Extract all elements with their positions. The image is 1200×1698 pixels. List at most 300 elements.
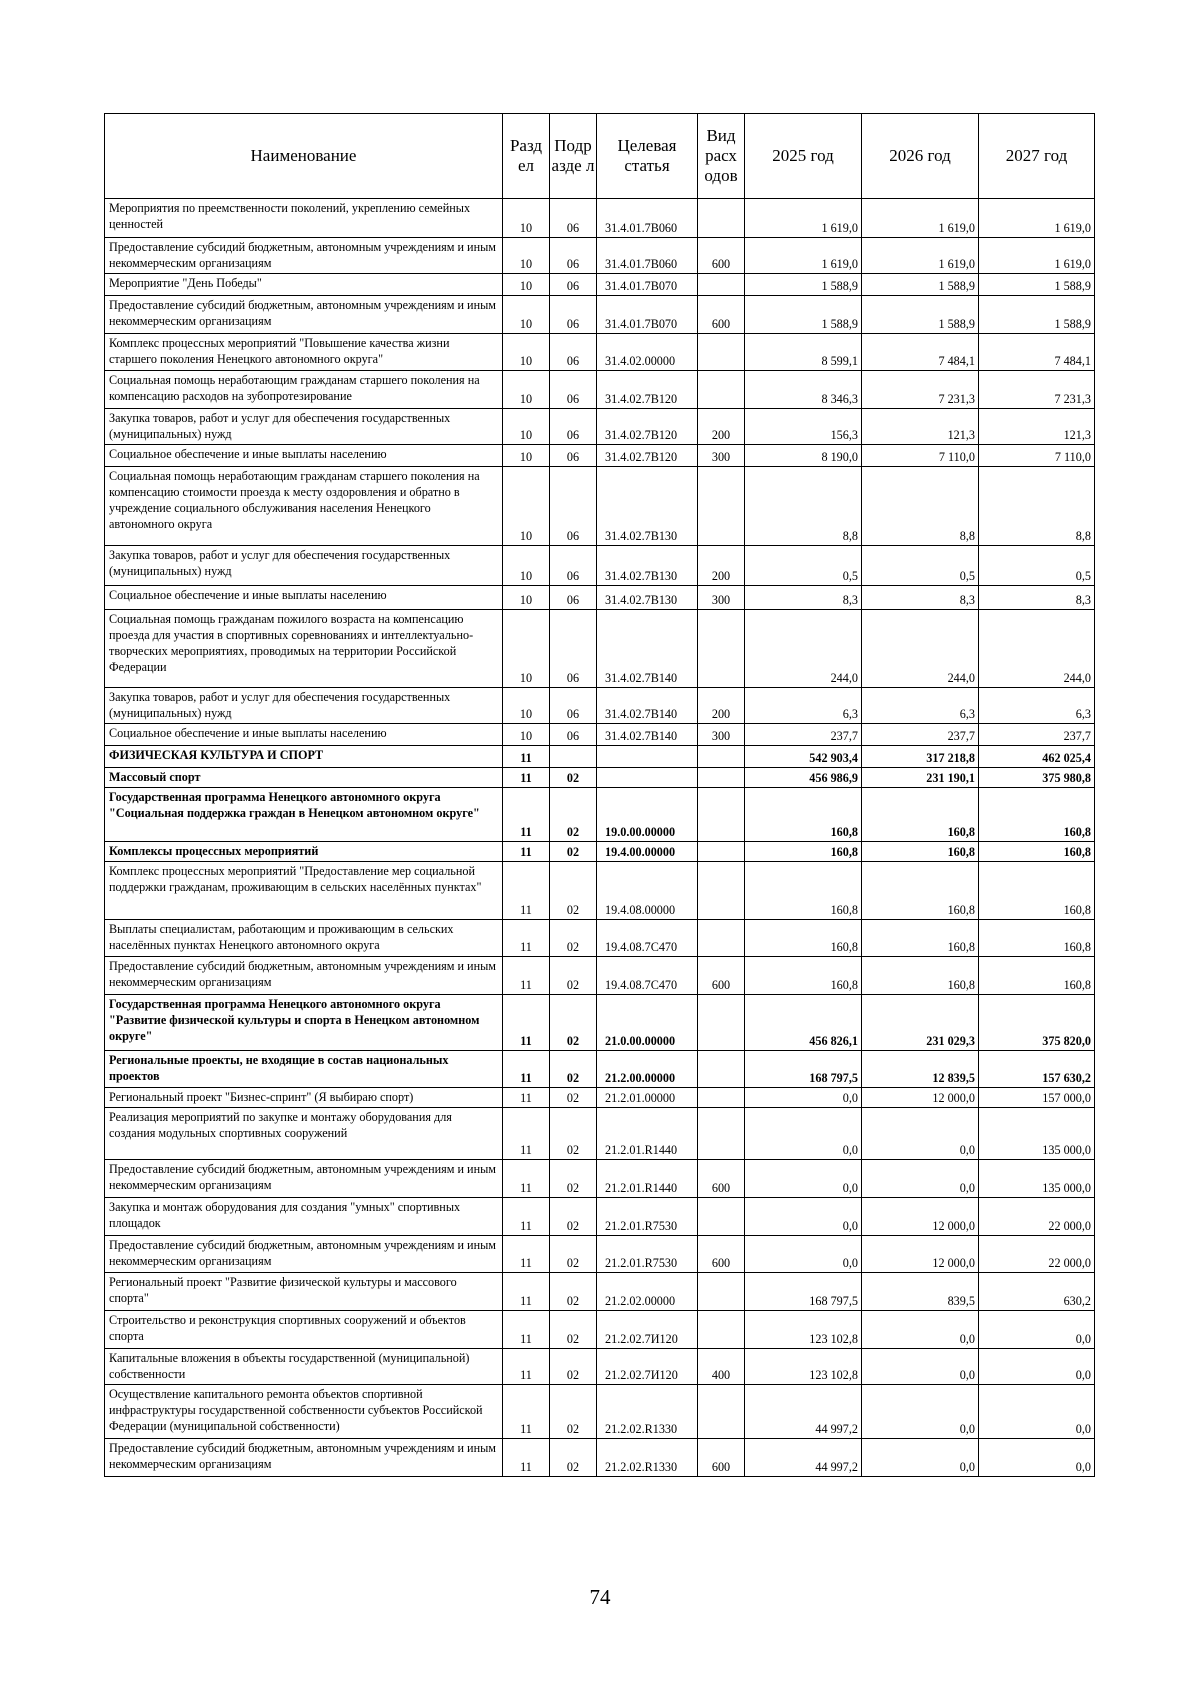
cell-razdel: 10 xyxy=(503,409,550,445)
cell-year-2025: 123 102,8 xyxy=(745,1311,862,1349)
cell-year-2026: 1 588,9 xyxy=(862,274,979,296)
cell-name: Социальная помощь гражданам пожилого возраста на компенсацию проезда для участия в спортивных соревнованиях и интеллектуально-творческих мероприятиях, проводимых на территории Российской Федерации xyxy=(105,610,503,688)
cell-razdel: 11 xyxy=(503,842,550,862)
cell-year-2025: 160,8 xyxy=(745,788,862,842)
table-row xyxy=(105,1273,1095,1311)
cell-podrazdel: 02 xyxy=(550,1385,597,1439)
cell-year-2026: 0,0 xyxy=(862,1108,979,1160)
cell-name: Закупка товаров, работ и услуг для обеспечения государственных (муниципальных) нужд xyxy=(105,546,503,586)
cell-year-2025: 156,3 xyxy=(745,409,862,445)
cell-podrazdel: 02 xyxy=(550,920,597,957)
cell-year-2025: 0,0 xyxy=(745,1236,862,1273)
table-row xyxy=(105,199,1095,238)
cell-razdel: 11 xyxy=(503,1088,550,1108)
table-row xyxy=(105,788,1095,842)
cell-name: Комплекс процессных мероприятий "Повышение качества жизни старшего поколения Ненецкого автономного округа" xyxy=(105,334,503,371)
cell-podrazdel: 06 xyxy=(550,445,597,467)
cell-target-article: 31.4.02.7B130 xyxy=(597,586,698,610)
table-row xyxy=(105,1198,1095,1236)
cell-year-2027: 462 025,4 xyxy=(979,746,1095,768)
cell-name: Социальная помощь неработающим гражданам старшего поколения на компенсацию расходов на зубопротезирование xyxy=(105,371,503,409)
cell-year-2027: 160,8 xyxy=(979,862,1095,920)
table-row xyxy=(105,1160,1095,1198)
cell-expense-type xyxy=(698,371,745,409)
cell-name: Выплаты специалистам, работающим и проживающим в сельских населённых пунктах Ненецкого автономного округа xyxy=(105,920,503,957)
header-expense-type: Вид расх одов xyxy=(698,114,745,199)
cell-expense-type xyxy=(698,746,745,768)
cell-podrazdel: 06 xyxy=(550,688,597,724)
header-podrazdel: Подр азде л xyxy=(550,114,597,199)
cell-razdel: 11 xyxy=(503,995,550,1051)
cell-year-2025: 160,8 xyxy=(745,842,862,862)
cell-year-2027: 237,7 xyxy=(979,724,1095,746)
cell-podrazdel: 06 xyxy=(550,296,597,334)
cell-podrazdel: 02 xyxy=(550,1198,597,1236)
cell-target-article: 31.4.02.7B130 xyxy=(597,546,698,586)
cell-year-2026: 8,8 xyxy=(862,467,979,546)
table-row xyxy=(105,296,1095,334)
cell-expense-type xyxy=(698,199,745,238)
cell-year-2025: 1 588,9 xyxy=(745,296,862,334)
cell-year-2025: 456 826,1 xyxy=(745,995,862,1051)
table-row xyxy=(105,238,1095,274)
cell-name: Предоставление субсидий бюджетным, автономным учреждениям и иным некоммерческим организациям xyxy=(105,296,503,334)
cell-expense-type xyxy=(698,1311,745,1349)
cell-expense-type xyxy=(698,920,745,957)
cell-year-2025: 168 797,5 xyxy=(745,1273,862,1311)
cell-target-article: 31.4.02.7B130 xyxy=(597,467,698,546)
cell-year-2026: 244,0 xyxy=(862,610,979,688)
cell-podrazdel: 06 xyxy=(550,610,597,688)
cell-target-article: 21.2.02.00000 xyxy=(597,1273,698,1311)
cell-name: Строительство и реконструкция спортивных сооружений и объектов спорта xyxy=(105,1311,503,1349)
cell-podrazdel: 02 xyxy=(550,1439,597,1477)
cell-year-2026: 839,5 xyxy=(862,1273,979,1311)
table-row xyxy=(105,274,1095,296)
cell-year-2025: 0,0 xyxy=(745,1108,862,1160)
cell-target-article: 21.0.00.00000 xyxy=(597,995,698,1051)
header-year-2026: 2026 год xyxy=(862,114,979,199)
cell-year-2026: 7 484,1 xyxy=(862,334,979,371)
cell-expense-type xyxy=(698,1051,745,1088)
table-row xyxy=(105,1311,1095,1349)
cell-name: Социальное обеспечение и иные выплаты населению xyxy=(105,586,503,610)
cell-year-2025: 0,0 xyxy=(745,1160,862,1198)
table-row xyxy=(105,610,1095,688)
header-year-2025: 2025 год xyxy=(745,114,862,199)
header-razdel: Разд ел xyxy=(503,114,550,199)
cell-razdel: 10 xyxy=(503,334,550,371)
table-row xyxy=(105,1385,1095,1439)
cell-year-2025: 1 619,0 xyxy=(745,199,862,238)
cell-podrazdel: 02 xyxy=(550,768,597,788)
page-number: 74 xyxy=(589,1585,611,1609)
cell-name: Региональный проект "Бизнес-спринт" (Я выбираю спорт) xyxy=(105,1088,503,1108)
cell-name: Закупка и монтаж оборудования для создания "умных" спортивных площадок xyxy=(105,1198,503,1236)
cell-target-article: 21.2.02.R1330 xyxy=(597,1385,698,1439)
cell-year-2026: 0,0 xyxy=(862,1385,979,1439)
cell-year-2026: 1 619,0 xyxy=(862,199,979,238)
cell-expense-type: 600 xyxy=(698,1236,745,1273)
cell-year-2026: 0,0 xyxy=(862,1349,979,1385)
cell-target-article: 19.4.08.7C470 xyxy=(597,957,698,995)
cell-target-article: 21.2.01.00000 xyxy=(597,1088,698,1108)
cell-year-2026: 160,8 xyxy=(862,788,979,842)
table-row xyxy=(105,546,1095,586)
cell-podrazdel: 02 xyxy=(550,957,597,995)
cell-year-2025: 8 190,0 xyxy=(745,445,862,467)
cell-podrazdel: 02 xyxy=(550,1236,597,1273)
cell-razdel: 11 xyxy=(503,957,550,995)
cell-podrazdel: 02 xyxy=(550,862,597,920)
cell-name: Предоставление субсидий бюджетным, автономным учреждениям и иным некоммерческим организациям xyxy=(105,957,503,995)
cell-year-2026: 317 218,8 xyxy=(862,746,979,768)
cell-year-2025: 160,8 xyxy=(745,957,862,995)
table-row xyxy=(105,862,1095,920)
cell-expense-type: 200 xyxy=(698,546,745,586)
cell-podrazdel xyxy=(550,746,597,768)
cell-razdel: 11 xyxy=(503,1439,550,1477)
cell-year-2027: 375 980,8 xyxy=(979,768,1095,788)
cell-razdel: 11 xyxy=(503,1273,550,1311)
cell-expense-type xyxy=(698,768,745,788)
table-row xyxy=(105,724,1095,746)
cell-year-2027: 8,3 xyxy=(979,586,1095,610)
cell-year-2025: 8,8 xyxy=(745,467,862,546)
cell-year-2025: 542 903,4 xyxy=(745,746,862,768)
cell-year-2027: 0,0 xyxy=(979,1385,1095,1439)
cell-name: Государственная программа Ненецкого автономного округа "Развитие физической культуры и спорта в Ненецком автономном округе" xyxy=(105,995,503,1051)
cell-podrazdel: 06 xyxy=(550,334,597,371)
cell-year-2025: 123 102,8 xyxy=(745,1349,862,1385)
cell-target-article: 21.2.02.7И120 xyxy=(597,1311,698,1349)
table-row xyxy=(105,1236,1095,1273)
cell-year-2026: 0,0 xyxy=(862,1311,979,1349)
cell-target-article: 21.2.00.00000 xyxy=(597,1051,698,1088)
cell-year-2026: 1 588,9 xyxy=(862,296,979,334)
cell-razdel: 11 xyxy=(503,768,550,788)
header-year-2027: 2027 год xyxy=(979,114,1095,199)
cell-year-2027: 22 000,0 xyxy=(979,1198,1095,1236)
cell-razdel: 10 xyxy=(503,274,550,296)
cell-expense-type: 600 xyxy=(698,957,745,995)
cell-expense-type xyxy=(698,1385,745,1439)
cell-razdel: 11 xyxy=(503,1311,550,1349)
cell-year-2026: 12 000,0 xyxy=(862,1088,979,1108)
cell-target-article: 31.4.02.7B120 xyxy=(597,445,698,467)
cell-name: Региональный проект "Развитие физической культуры и массового спорта" xyxy=(105,1273,503,1311)
cell-razdel: 11 xyxy=(503,1236,550,1273)
cell-year-2027: 8,8 xyxy=(979,467,1095,546)
table-row xyxy=(105,842,1095,862)
cell-target-article: 21.2.01.R1440 xyxy=(597,1160,698,1198)
cell-target-article: 31.4.02.7B140 xyxy=(597,610,698,688)
cell-year-2025: 6,3 xyxy=(745,688,862,724)
cell-target-article xyxy=(597,768,698,788)
cell-expense-type xyxy=(698,1198,745,1236)
cell-expense-type: 300 xyxy=(698,724,745,746)
cell-expense-type xyxy=(698,842,745,862)
cell-target-article: 31.4.02.00000 xyxy=(597,334,698,371)
cell-expense-type xyxy=(698,862,745,920)
cell-razdel: 10 xyxy=(503,586,550,610)
cell-razdel: 10 xyxy=(503,296,550,334)
cell-razdel: 11 xyxy=(503,788,550,842)
cell-year-2027: 375 820,0 xyxy=(979,995,1095,1051)
cell-razdel: 10 xyxy=(503,688,550,724)
cell-year-2027: 135 000,0 xyxy=(979,1160,1095,1198)
table-row xyxy=(105,1108,1095,1160)
cell-year-2026: 0,5 xyxy=(862,546,979,586)
table-row xyxy=(105,445,1095,467)
cell-year-2026: 7 231,3 xyxy=(862,371,979,409)
cell-year-2027: 0,0 xyxy=(979,1349,1095,1385)
cell-year-2027: 7 484,1 xyxy=(979,334,1095,371)
cell-name: Капитальные вложения в объекты государственной (муниципальной) собственности xyxy=(105,1349,503,1385)
cell-year-2026: 160,8 xyxy=(862,957,979,995)
cell-year-2025: 237,7 xyxy=(745,724,862,746)
cell-name: Предоставление субсидий бюджетным, автономным учреждениям и иным некоммерческим организациям xyxy=(105,1236,503,1273)
cell-podrazdel: 02 xyxy=(550,1311,597,1349)
cell-year-2026: 160,8 xyxy=(862,842,979,862)
table-row xyxy=(105,768,1095,788)
cell-year-2026: 6,3 xyxy=(862,688,979,724)
cell-year-2027: 7 110,0 xyxy=(979,445,1095,467)
cell-expense-type: 200 xyxy=(698,409,745,445)
cell-expense-type: 400 xyxy=(698,1349,745,1385)
cell-name: Закупка товаров, работ и услуг для обеспечения государственных (муниципальных) нужд xyxy=(105,688,503,724)
cell-podrazdel: 06 xyxy=(550,467,597,546)
cell-year-2027: 135 000,0 xyxy=(979,1108,1095,1160)
cell-target-article: 21.2.01.R7530 xyxy=(597,1198,698,1236)
cell-razdel: 10 xyxy=(503,546,550,586)
cell-podrazdel: 02 xyxy=(550,1088,597,1108)
cell-year-2025: 0,5 xyxy=(745,546,862,586)
cell-podrazdel: 06 xyxy=(550,238,597,274)
cell-year-2027: 157 630,2 xyxy=(979,1051,1095,1088)
cell-name: Осуществление капитального ремонта объектов спортивной инфраструктуры государственной собственности субъектов Российской Федерации (муниципальной собственности) xyxy=(105,1385,503,1439)
cell-year-2025: 0,0 xyxy=(745,1198,862,1236)
cell-razdel: 10 xyxy=(503,724,550,746)
cell-year-2026: 12 000,0 xyxy=(862,1198,979,1236)
cell-year-2027: 160,8 xyxy=(979,842,1095,862)
cell-podrazdel: 06 xyxy=(550,724,597,746)
table-row xyxy=(105,746,1095,768)
cell-year-2027: 157 000,0 xyxy=(979,1088,1095,1108)
header-name: Наименование xyxy=(105,114,503,199)
cell-year-2026: 231 029,3 xyxy=(862,995,979,1051)
table-row xyxy=(105,371,1095,409)
cell-name: ФИЗИЧЕСКАЯ КУЛЬТУРА И СПОРТ xyxy=(105,746,503,768)
cell-podrazdel: 06 xyxy=(550,371,597,409)
cell-year-2025: 244,0 xyxy=(745,610,862,688)
cell-year-2026: 160,8 xyxy=(862,920,979,957)
cell-target-article: 31.4.02.7B120 xyxy=(597,409,698,445)
cell-razdel: 10 xyxy=(503,467,550,546)
cell-expense-type xyxy=(698,995,745,1051)
cell-expense-type xyxy=(698,467,745,546)
cell-year-2025: 1 588,9 xyxy=(745,274,862,296)
cell-name: Массовый спорт xyxy=(105,768,503,788)
table-row xyxy=(105,1349,1095,1385)
cell-year-2027: 1 619,0 xyxy=(979,238,1095,274)
cell-target-article: 21.2.02.R1330 xyxy=(597,1439,698,1477)
cell-expense-type: 300 xyxy=(698,445,745,467)
cell-name: Закупка товаров, работ и услуг для обеспечения государственных (муниципальных) нужд xyxy=(105,409,503,445)
cell-year-2027: 160,8 xyxy=(979,788,1095,842)
cell-year-2027: 160,8 xyxy=(979,920,1095,957)
cell-expense-type xyxy=(698,1088,745,1108)
cell-expense-type: 600 xyxy=(698,1160,745,1198)
cell-name: Региональные проекты, не входящие в состав национальных проектов xyxy=(105,1051,503,1088)
table-header-row xyxy=(105,114,1095,199)
cell-target-article: 31.4.02.7B140 xyxy=(597,724,698,746)
cell-year-2027: 0,0 xyxy=(979,1311,1095,1349)
cell-expense-type xyxy=(698,610,745,688)
cell-year-2025: 8 346,3 xyxy=(745,371,862,409)
cell-name: Социальное обеспечение и иные выплаты населению xyxy=(105,724,503,746)
header-target-article: Целевая статья xyxy=(597,114,698,199)
cell-year-2025: 8 599,1 xyxy=(745,334,862,371)
cell-name: Комплексы процессных мероприятий xyxy=(105,842,503,862)
cell-year-2027: 1 619,0 xyxy=(979,199,1095,238)
cell-name: Мероприятия по преемственности поколений, укреплению семейных ценностей xyxy=(105,199,503,238)
cell-year-2026: 160,8 xyxy=(862,862,979,920)
cell-target-article: 21.2.01.R7530 xyxy=(597,1236,698,1273)
cell-name: Реализация мероприятий по закупке и монтажу оборудования для создания модульных спортивных сооружений xyxy=(105,1108,503,1160)
cell-target-article: 19.4.08.00000 xyxy=(597,862,698,920)
cell-year-2027: 244,0 xyxy=(979,610,1095,688)
cell-year-2026: 0,0 xyxy=(862,1160,979,1198)
cell-razdel: 10 xyxy=(503,238,550,274)
cell-podrazdel: 02 xyxy=(550,842,597,862)
cell-year-2027: 630,2 xyxy=(979,1273,1095,1311)
cell-name: Предоставление субсидий бюджетным, автономным учреждениям и иным некоммерческим организациям xyxy=(105,1439,503,1477)
cell-razdel: 10 xyxy=(503,199,550,238)
cell-year-2025: 160,8 xyxy=(745,862,862,920)
cell-podrazdel: 06 xyxy=(550,586,597,610)
cell-year-2026: 8,3 xyxy=(862,586,979,610)
table-row xyxy=(105,920,1095,957)
cell-year-2027: 22 000,0 xyxy=(979,1236,1095,1273)
cell-podrazdel: 02 xyxy=(550,1051,597,1088)
table-row xyxy=(105,586,1095,610)
cell-razdel: 11 xyxy=(503,1385,550,1439)
cell-year-2025: 160,8 xyxy=(745,920,862,957)
cell-target-article: 19.4.00.00000 xyxy=(597,842,698,862)
cell-year-2025: 8,3 xyxy=(745,586,862,610)
cell-name: Предоставление субсидий бюджетным, автономным учреждениям и иным некоммерческим организациям xyxy=(105,1160,503,1198)
cell-razdel: 10 xyxy=(503,610,550,688)
cell-year-2025: 44 997,2 xyxy=(745,1385,862,1439)
cell-year-2025: 0,0 xyxy=(745,1088,862,1108)
cell-year-2027: 121,3 xyxy=(979,409,1095,445)
cell-podrazdel: 02 xyxy=(550,1273,597,1311)
cell-target-article xyxy=(597,746,698,768)
cell-razdel: 11 xyxy=(503,920,550,957)
cell-razdel: 11 xyxy=(503,746,550,768)
table-row xyxy=(105,334,1095,371)
cell-year-2027: 1 588,9 xyxy=(979,296,1095,334)
cell-year-2027: 0,5 xyxy=(979,546,1095,586)
table-row xyxy=(105,1088,1095,1108)
cell-year-2026: 12 000,0 xyxy=(862,1236,979,1273)
cell-year-2026: 237,7 xyxy=(862,724,979,746)
cell-podrazdel: 06 xyxy=(550,274,597,296)
cell-podrazdel: 06 xyxy=(550,199,597,238)
cell-target-article: 21.2.02.7И120 xyxy=(597,1349,698,1385)
table-row xyxy=(105,467,1095,546)
cell-razdel: 11 xyxy=(503,1160,550,1198)
cell-name: Предоставление субсидий бюджетным, автономным учреждениям и иным некоммерческим организациям xyxy=(105,238,503,274)
cell-target-article: 21.2.01.R1440 xyxy=(597,1108,698,1160)
cell-expense-type: 300 xyxy=(698,586,745,610)
cell-name: Мероприятие "День Победы" xyxy=(105,274,503,296)
cell-expense-type xyxy=(698,1108,745,1160)
cell-razdel: 11 xyxy=(503,1108,550,1160)
cell-expense-type xyxy=(698,274,745,296)
cell-target-article: 31.4.02.7B140 xyxy=(597,688,698,724)
cell-expense-type xyxy=(698,788,745,842)
table-row xyxy=(105,1439,1095,1477)
table-row xyxy=(105,688,1095,724)
cell-year-2025: 44 997,2 xyxy=(745,1439,862,1477)
cell-year-2026: 231 190,1 xyxy=(862,768,979,788)
cell-target-article: 31.4.01.7B060 xyxy=(597,238,698,274)
cell-name: Социальное обеспечение и иные выплаты населению xyxy=(105,445,503,467)
cell-year-2026: 7 110,0 xyxy=(862,445,979,467)
cell-year-2025: 168 797,5 xyxy=(745,1051,862,1088)
cell-razdel: 11 xyxy=(503,1198,550,1236)
cell-name: Государственная программа Ненецкого автономного округа "Социальная поддержка граждан в Ненецком автономном округе" xyxy=(105,788,503,842)
budget-table xyxy=(104,113,1095,1477)
cell-podrazdel: 02 xyxy=(550,1108,597,1160)
cell-podrazdel: 02 xyxy=(550,1349,597,1385)
cell-year-2027: 7 231,3 xyxy=(979,371,1095,409)
table-row xyxy=(105,995,1095,1051)
cell-year-2026: 121,3 xyxy=(862,409,979,445)
table-row xyxy=(105,957,1095,995)
cell-podrazdel: 02 xyxy=(550,1160,597,1198)
cell-podrazdel: 02 xyxy=(550,995,597,1051)
cell-target-article: 19.4.08.7C470 xyxy=(597,920,698,957)
cell-podrazdel: 02 xyxy=(550,788,597,842)
cell-name: Комплекс процессных мероприятий "Предоставление мер социальной поддержки гражданам, проживающим в сельских населённых пунктах" xyxy=(105,862,503,920)
cell-razdel: 11 xyxy=(503,1051,550,1088)
cell-razdel: 10 xyxy=(503,371,550,409)
cell-expense-type xyxy=(698,334,745,371)
cell-year-2025: 456 986,9 xyxy=(745,768,862,788)
cell-razdel: 10 xyxy=(503,445,550,467)
cell-year-2026: 1 619,0 xyxy=(862,238,979,274)
cell-expense-type: 200 xyxy=(698,688,745,724)
cell-target-article: 31.4.02.7B120 xyxy=(597,371,698,409)
cell-expense-type: 600 xyxy=(698,296,745,334)
cell-target-article: 31.4.01.7B060 xyxy=(597,199,698,238)
cell-razdel: 11 xyxy=(503,1349,550,1385)
cell-year-2025: 1 619,0 xyxy=(745,238,862,274)
cell-razdel: 11 xyxy=(503,862,550,920)
cell-target-article: 19.0.00.00000 xyxy=(597,788,698,842)
cell-podrazdel: 06 xyxy=(550,409,597,445)
cell-name: Социальная помощь неработающим гражданам старшего поколения на компенсацию стоимости проезда к месту оздоровления и обратно в учреждение социального обслуживания населения Ненецкого автономного округа xyxy=(105,467,503,546)
cell-target-article: 31.4.01.7B070 xyxy=(597,296,698,334)
cell-expense-type: 600 xyxy=(698,238,745,274)
cell-year-2027: 6,3 xyxy=(979,688,1095,724)
table-row xyxy=(105,1051,1095,1088)
cell-year-2027: 1 588,9 xyxy=(979,274,1095,296)
cell-year-2026: 0,0 xyxy=(862,1439,979,1477)
